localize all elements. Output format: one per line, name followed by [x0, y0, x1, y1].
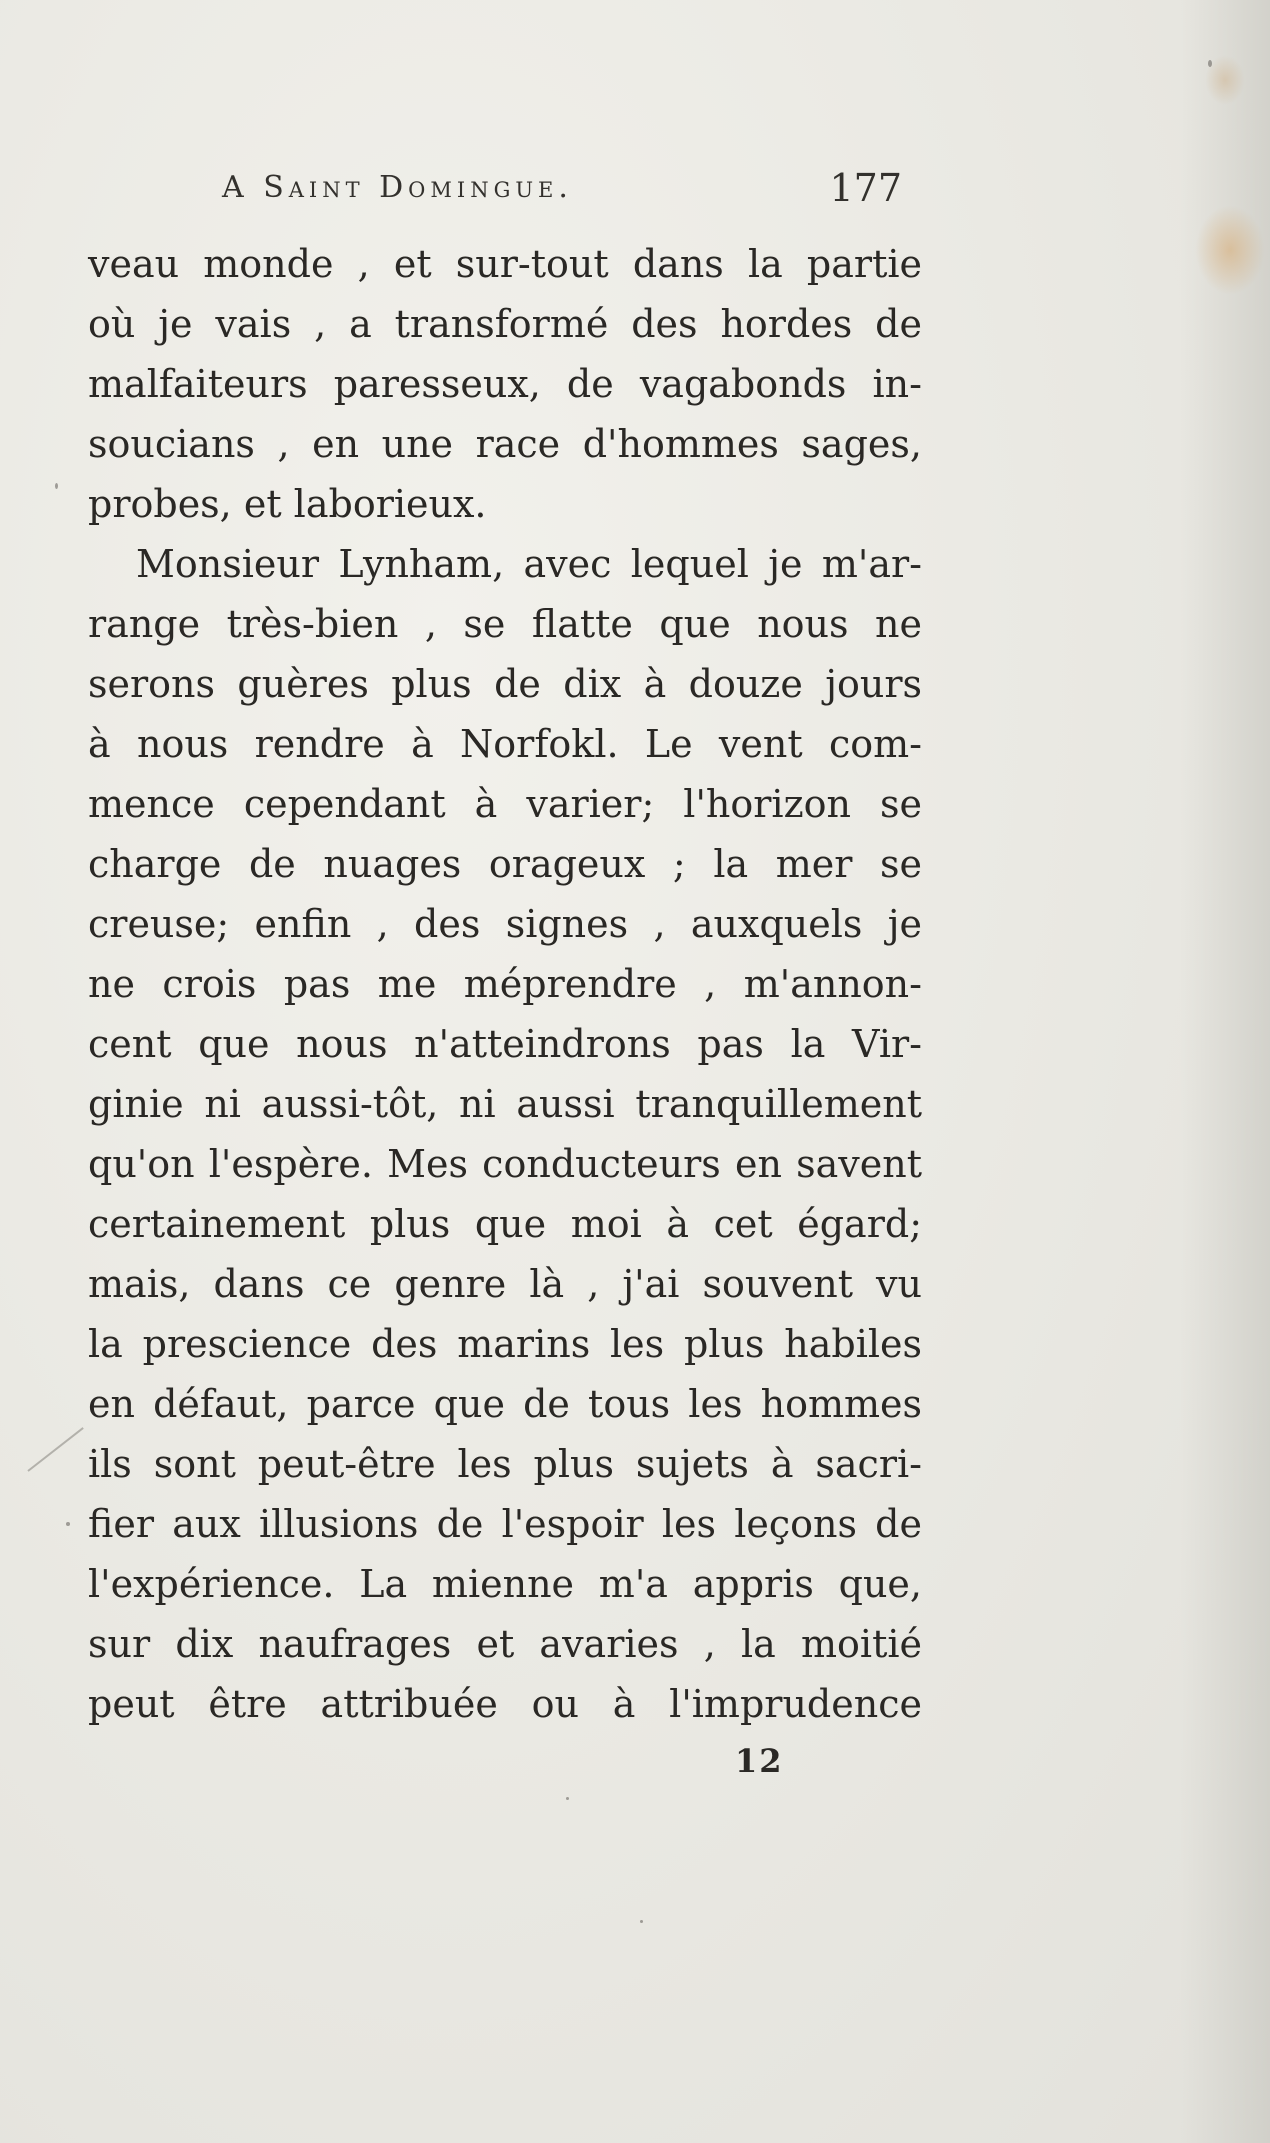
text-line: la prescience des marins les plus habiles	[88, 1322, 922, 1366]
paper-fleck	[566, 1797, 569, 1800]
running-head: A Saint Domingue.	[222, 170, 573, 205]
paper-fleck	[640, 1920, 643, 1923]
page-header	[222, 162, 902, 222]
text-line: ginie ni aussi-tôt, ni aussi tranquillement	[88, 1082, 922, 1126]
text-line: sur dix naufrages et avaries , la moitié	[88, 1622, 922, 1666]
text-line: creuse; enfin , des signes , auxquels je	[88, 902, 922, 946]
signature-mark: 12	[735, 1742, 784, 1780]
text-line: l'expérience. La mienne m'a appris que,	[88, 1562, 922, 1606]
paragraph-start-line: Monsieur Lynham, avec lequel je m'ar-	[136, 542, 922, 586]
text-line: à nous rendre à Norfokl. Le vent com-	[88, 722, 922, 766]
text-line: où je vais , a transformé des hordes de	[88, 302, 922, 346]
text-line: ne crois pas me méprendre , m'annon-	[88, 962, 922, 1006]
paper-fleck	[1208, 60, 1212, 67]
text-line: fier aux illusions de l'espoir les leçons de	[88, 1502, 922, 1546]
text-line: mais, dans ce genre là , j'ai souvent vu	[88, 1262, 922, 1306]
foxing-stain	[1195, 205, 1265, 295]
text-line: peut être attribuée ou à l'imprudence	[88, 1682, 922, 1726]
text-line: soucians , en une race d'hommes sages,	[88, 422, 922, 466]
paper-scratch	[27, 1427, 83, 1472]
text-line: qu'on l'espère. Mes conducteurs en savent	[88, 1142, 922, 1186]
text-line: serons guères plus de dix à douze jours	[88, 662, 922, 706]
text-line: cent que nous n'atteindrons pas la Vir-	[88, 1022, 922, 1066]
text-line: ils sont peut-être les plus sujets à sacri-	[88, 1442, 922, 1486]
text-line: probes, et laborieux.	[88, 482, 487, 526]
text-line: mence cependant à varier; l'horizon se	[88, 782, 922, 826]
text-line: charge de nuages orageux ; la mer se	[88, 842, 922, 886]
text-line: malfaiteurs paresseux, de vagabonds in-	[88, 362, 922, 406]
text-line: certainement plus que moi à cet égard;	[88, 1202, 922, 1246]
paper-fleck	[66, 1522, 70, 1526]
text-line: veau monde , et sur-tout dans la partie	[88, 242, 922, 286]
paper-fleck	[55, 483, 58, 489]
text-line: en défaut, parce que de tous les hommes	[88, 1382, 922, 1426]
text-line: range très-bien , se flatte que nous ne	[88, 602, 922, 646]
page-number: 177	[829, 166, 902, 210]
body-text	[88, 234, 922, 1734]
page-edge-shadow	[1180, 0, 1270, 2143]
